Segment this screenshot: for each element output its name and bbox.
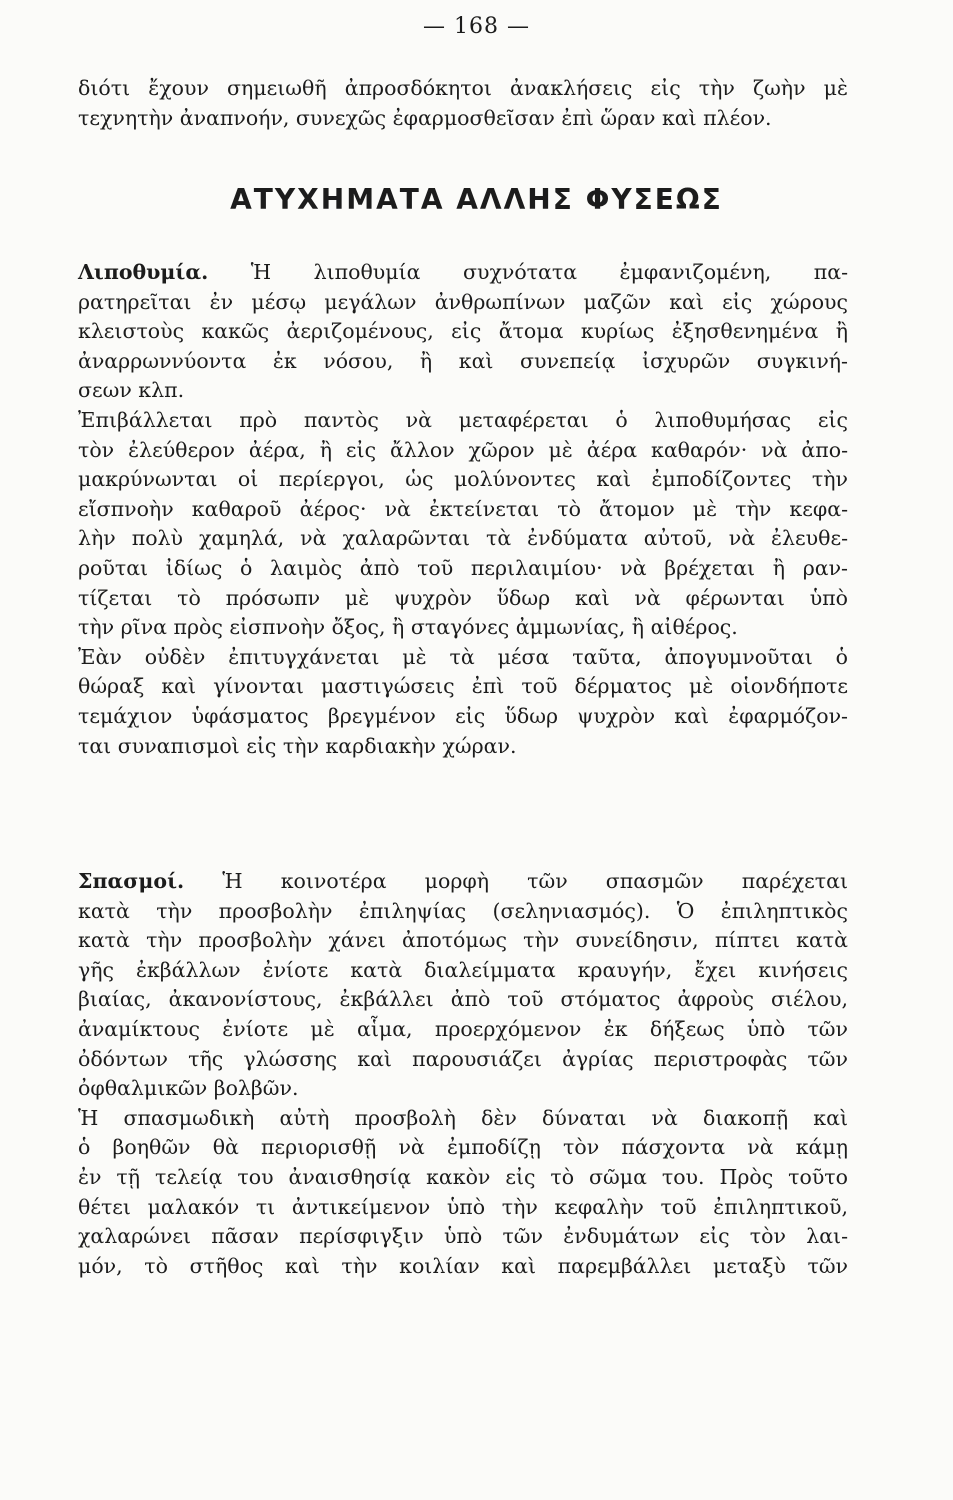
intro-paragraph [78, 74, 848, 133]
text-line: μακρύνωνται οἱ περίεργοι, ὡς μολύνοντες καὶ ἐμποδίζοντες τὴν [78, 467, 848, 492]
text-line: τίζεται τὸ πρόσωπν μὲ ψυχρὸν ὕδωρ καὶ νὰ φέρωνται ὑπὸ [78, 585, 848, 610]
text-line: Ἐὰν οὐδὲν ἐπιτυγχάνεται μὲ τὰ μέσα ταῦτα, ἀπογυμνοῦται ὁ [78, 644, 848, 669]
text-line: θώραξ καὶ γίνονται μαστιγώσεις ἐπὶ τοῦ δέρματος μὲ οἱονδήποτε [78, 674, 848, 699]
text-line: μόν, τὸ στῆθος καὶ τὴν κοιλίαν καὶ παρεμβάλλει μεταξὺ τῶν [78, 1253, 848, 1278]
text-line: κλειστοὺς κακῶς ἀεριζομένους, εἰς ἄτομα κυρίως ἐξησθενημένα ἢ [78, 319, 848, 344]
text-line: βιαίας, ἀκανονίστους, ἐκβάλλει ἀπὸ τοῦ στόματος ἀφροὺς σιέλου, [78, 987, 848, 1012]
text-line: Ἐπιβάλλεται πρὸ παντὸς νὰ μεταφέρεται ὁ λιποθυμήσας εἰς [78, 407, 848, 432]
text-line: διότι ἔχουν σημειωθῆ ἀπροσδόκητοι ἀνακλήσεις εἰς τὴν ζωὴν μὲ [78, 76, 848, 100]
text-line: κατὰ τὴν προσβολὴν ἐπιληψίας (σεληνιασμός). Ὁ ἐπιληπτικὸς [78, 898, 848, 923]
spasms-term: Σπασμοί. [78, 869, 185, 893]
page-number: — 168 — [423, 14, 530, 39]
text-line: τεμάχιον ὑφάσματος βρεγμένον εἰς ὕδωρ ψυχρὸν καὶ ἐφαρμόζον- [78, 703, 848, 728]
text-line: ὀδόντων τῆς γλώσσης καὶ παρουσιάζει ἀγρίας περιστροφὰς τῶν [78, 1046, 848, 1071]
text-line: ρατηρεῖται ἐν μέσῳ μεγάλων ἀνθρωπίνων μαζῶν καὶ εἰς χώρους [78, 289, 848, 314]
text-line: σεων κλπ. [78, 378, 185, 403]
text-line: ται συναπισμοὶ εἰς τὴν καρδιακὴν χώραν. [78, 733, 517, 758]
text-line: ὁ βοηθῶν θὰ περιορισθῇ νὰ ἐμποδίζῃ τὸν πάσχοντα νὰ κάμῃ [78, 1135, 848, 1160]
text-line: ροῦται ἰδίως ὁ λαιμὸς ἀπὸ τοῦ περιλαιμίου· νὰ βρέχεται ἢ ραν- [78, 555, 848, 580]
text-line: ὀφθαλμικῶν βολβῶν. [78, 1076, 299, 1101]
faint-term: Λιποθυμία. [78, 260, 209, 284]
text-line: κατὰ τὴν προσβολὴν χάνει ἀποτόμως τὴν συνείδησιν, πίπτει κατὰ [78, 928, 848, 953]
text-line: τεχνητὴν ἀναπνοήν, συνεχῶς ἐφαρμοσθεῖσαν ἐπὶ ὥραν καὶ πλέον. [78, 105, 772, 130]
text-line: ἐν τῇ τελείᾳ του ἀναισθησίᾳ κακὸν εἰς τὸ σῶμα του. Πρὸς τοῦτο [78, 1164, 848, 1189]
faint-section [78, 258, 848, 761]
text-line: τὴν ρῖνα πρὸς εἰσπνοὴν ὄξος, ἢ σταγόνες ἀμμωνίας, ἢ αἰθέρος. [78, 615, 738, 640]
text-line [78, 258, 848, 288]
text-line: Ἡ σπασμωδικὴ αὐτὴ προσβολὴ δὲν δύναται νὰ διακοπῇ καὶ [78, 1105, 848, 1130]
text-line: γῆς ἐκβάλλων ἐνίοτε κατὰ διαλείμματα κραυγήν, ἔχει κινήσεις [78, 957, 848, 982]
text-line: τὸν ἐλεύθερον ἀέρα, ἢ εἰς ἄλλον χῶρον μὲ ἀέρα καθαρόν· νὰ ἀπο- [78, 437, 848, 462]
faint-first-line: Ἡ λιποθυμία συχνότατα ἐμφανιζομένη, πα- [208, 260, 848, 284]
spasms-first-line: Ἡ κοινοτέρα μορφὴ τῶν σπασμῶν παρέχεται [184, 869, 848, 893]
text-line: εἴσπνοὴν καθαροῦ ἀέρος· νὰ ἐκτείνεται τὸ ἄτομον μὲ τὴν κεφα- [78, 496, 848, 521]
text-line: ἀναμίκτους ἐνίοτε μὲ αἷμα, προερχόμενον ἐκ δήξεως ὑπὸ τῶν [78, 1016, 848, 1041]
text-line: ἀναρρωννύοντα ἐκ νόσου, ἢ καὶ συνεπείᾳ ἰσχυρῶν συγκινή- [78, 348, 848, 373]
text-line: χαλαρώνει πᾶσαν περίσφιγξιν ὑπὸ τῶν ἐνδυμάτων εἰς τὸν λαι- [78, 1224, 848, 1249]
text-line [78, 867, 848, 897]
section-heading: ΑΤΥΧΗΜΑΤΑ ΑΛΛΗΣ ΦΥΣΕΩΣ [230, 183, 723, 216]
text-line: θέτει μαλακόν τι ἀντικείμενον ὑπὸ τὴν κεφαλὴν τοῦ ἐπιληπτικοῦ, [78, 1194, 848, 1219]
spasms-section [78, 867, 848, 1281]
text-line: λὴν πολὺ χαμηλά, νὰ χαλαρῶνται τὰ ἐνδύματα αὐτοῦ, νὰ ἐλευθε- [78, 526, 848, 551]
